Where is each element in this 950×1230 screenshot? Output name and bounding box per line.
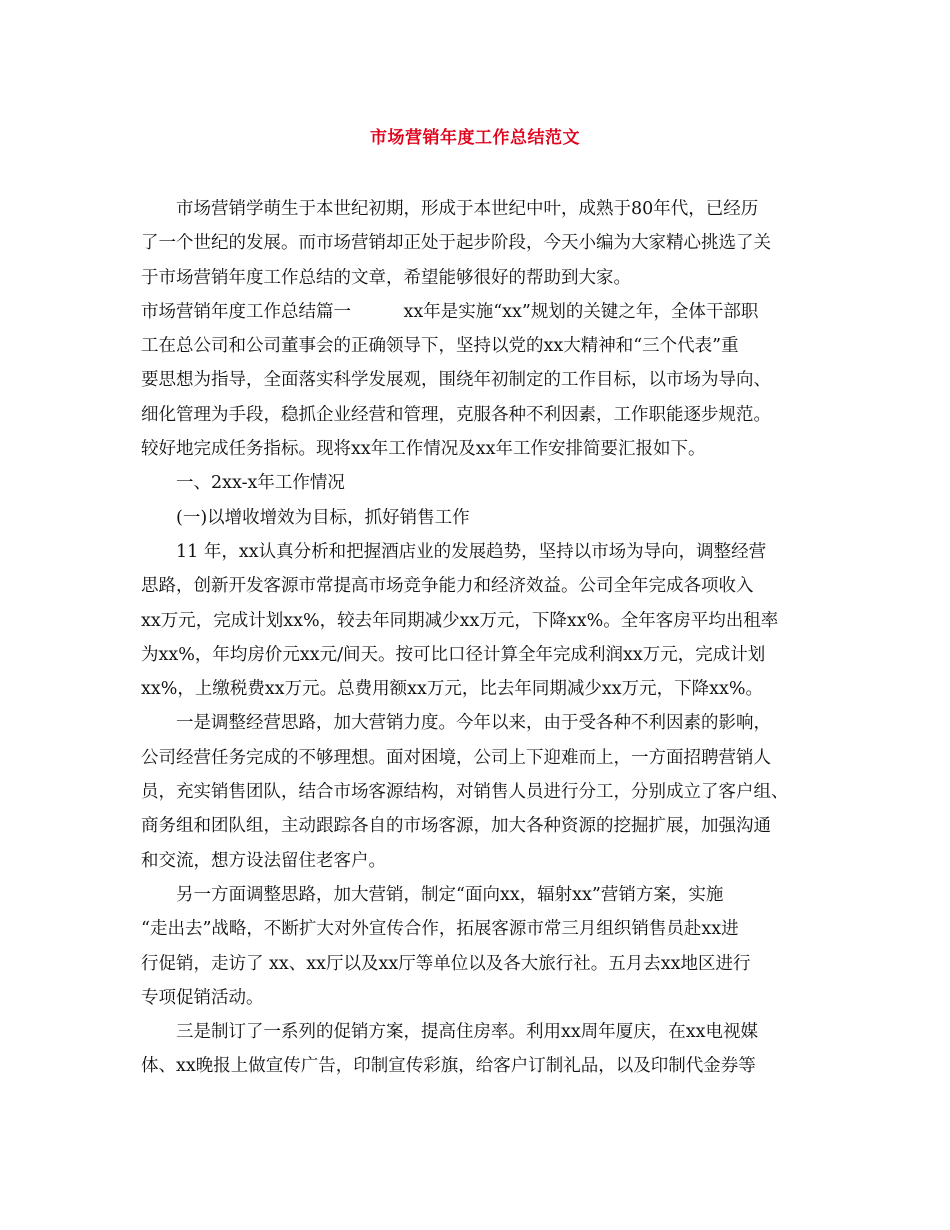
text-line: 和交流，想方设法留住老客户。	[141, 850, 386, 871]
text-line: 较好地完成任务指标。现将xx年工作情况及xx年工作安排简要汇报如下。	[141, 439, 706, 460]
text-line: 体、xx晚报上做宣传广告，印制宣传彩旗，给客户订制礼品，以及印制代金券等	[141, 1056, 756, 1077]
text-line: xx%，上缴税费xx万元。总费用额xx万元，比去年同期减少xx万元，下降xx%。	[141, 679, 763, 700]
text-line: 公司经营任务完成的不够理想。面对困境，公司上下迎难而上，一方面招聘营销人	[141, 747, 771, 768]
text-line: 员，充实销售团队，结合市场客源结构，对销售人员进行分工，分别成立了客户组、	[141, 782, 789, 803]
document-title: 市场营销年度工作总结范文	[370, 128, 580, 148]
text-line: 要思想为指导，全面落实科学发展观，围绕年初制定的工作目标，以市场为导向、	[141, 370, 771, 391]
text-line: 于市场营销年度工作总结的文章，希望能够很好的帮助到大家。	[141, 267, 631, 288]
text-line: 一、2xx-x年工作情况	[141, 473, 345, 494]
text-line: 三是制订了一系列的促销方案，提高住房率。利用xx周年厦庆，在xx电视媒	[141, 1022, 758, 1043]
text-line: (一)以增收增效为目标，抓好销售工作	[141, 507, 470, 528]
text-line: 细化管理为手段，稳抓企业经营和管理，克服各种不利因素，工作职能逐步规范。	[141, 404, 771, 425]
text-line: 工在总公司和公司董事会的正确领导下，坚持以党的xx大精神和“三个代表”重	[141, 336, 739, 357]
text-line: 行促销，走访了 xx、xx厅以及xx厅等单位以及各大旅行社。五月去xx地区进行	[141, 953, 751, 974]
text-line: 为xx%，年均房价元xx元/间天。按可比口径计算全年完成利润xx万元，完成计划	[141, 644, 766, 665]
text-line: “走出去”战略，不断扩大对外宣传合作，拓展客源市常三月组织销售员赴xx进	[141, 919, 739, 940]
document-body	[141, 192, 813, 1084]
text-line: 商务组和团队组，主动跟踪各自的市场客源，加大各种资源的挖掘扩展，加强沟通	[141, 816, 771, 837]
text-line: 专项促销活动。	[141, 987, 264, 1008]
text-line: 了一个世纪的发展。而市场营销却正处于起步阶段，今天小编为大家精心挑选了关	[141, 233, 771, 254]
text-line: 另一方面调整思路，加大营销，制定“面向xx，辐射xx”营销方案，实施	[141, 884, 724, 905]
text-line: 市场营销年度工作总结篇一 xx年是实施“xx”规划的关键之年，全体干部职	[141, 301, 759, 322]
text-line: xx万元，完成计划xx%，较去年同期减少xx万元，下降xx%。全年客房平均出租率	[141, 610, 779, 631]
text-line: 11 年，xx认真分析和把握酒店业的发展趋势，坚持以市场为导向，调整经营	[141, 541, 767, 562]
text-line: 思路，创新开发客源市常提高市场竞争能力和经济效益。公司全年完成各项收入	[141, 576, 754, 597]
text-line: 一是调整经营思路，加大营销力度。今年以来，由于受各种不利因素的影响，	[141, 713, 771, 734]
text-line: 市场营销学萌生于本世纪初期，形成于本世纪中叶，成熟于80年代，已经历	[141, 199, 759, 219]
